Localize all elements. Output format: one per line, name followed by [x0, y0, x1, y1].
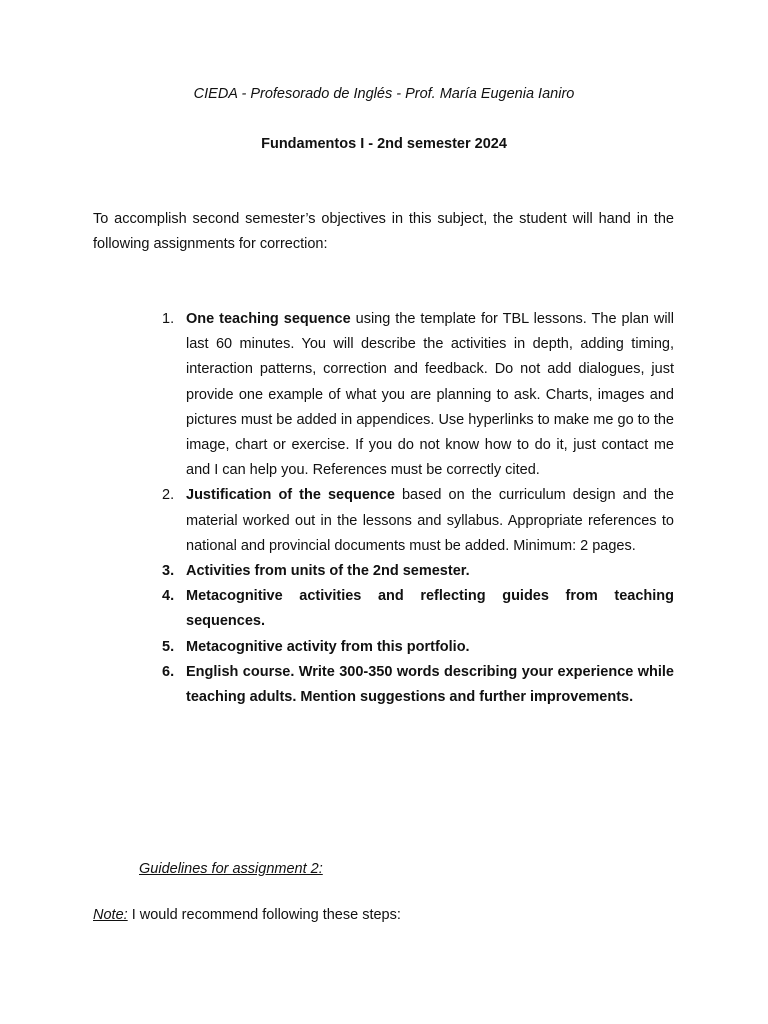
document-title: Fundamentos I - 2nd semester 2024 — [261, 136, 507, 152]
assignment-number: 2. — [162, 487, 175, 504]
intro-paragraph: To accomplish second semester’s objectives in this subject, the student will hand in the following assignments for correction: — [93, 211, 674, 252]
assignment-text: based on the curriculum design and the material worked out in the lessons and syllabus. Appropriate references to national and provincial documents must be added. Minimum: 2 pages. — [186, 487, 674, 554]
guidelines-heading: Guidelines for assignment 2: — [139, 861, 323, 877]
assignment-item-3 — [160, 559, 674, 584]
assignment-lead: Metacognitive activities and reflecting guides from teaching sequences. — [186, 588, 674, 630]
assignment-lead: English course. Write 300-350 words describing your experience while teaching adults. Mention suggestions and further improvements. — [186, 663, 674, 706]
assignment-item-1 — [160, 307, 674, 483]
assignment-item-4 — [160, 584, 674, 634]
assignment-number: 5. — [162, 638, 175, 655]
assignment-item-5 — [160, 635, 674, 660]
assignment-number: 4. — [162, 588, 175, 605]
assignment-lead: Metacognitive activity from this portfolio. — [186, 638, 470, 655]
assignment-item-6 — [160, 660, 674, 710]
note-label: Note: — [93, 907, 128, 923]
assignment-list — [160, 307, 674, 710]
note-line — [93, 907, 401, 923]
assignment-lead: Activities from units of the 2nd semester. — [186, 563, 470, 580]
assignment-lead: One teaching sequence — [186, 311, 351, 327]
assignment-number: 1. — [162, 311, 175, 327]
institution-header: CIEDA - Profesorado de Inglés - Prof. María Eugenia Ianiro — [193, 86, 575, 102]
assignment-lead: Justification of the sequence — [186, 487, 395, 504]
note-text: I would recommend following these steps: — [127, 907, 401, 923]
assignment-text: using the template for TBL lessons. The plan will last 60 minutes. You will describe the activities in depth, adding timing, interaction patterns, correction and feedback. Do not add dialogues, just provide one example of what you are planning to ask. Charts, images and pictures must be added in appendices. Use hyperlinks to make me go to the image, chart or exercise. If you do not know how to do it, just contact me and I can help you. References must be correctly cited. — [186, 311, 674, 479]
assignment-number: 3. — [162, 563, 175, 580]
assignment-item-2 — [160, 483, 674, 559]
assignment-number: 6. — [162, 663, 175, 680]
